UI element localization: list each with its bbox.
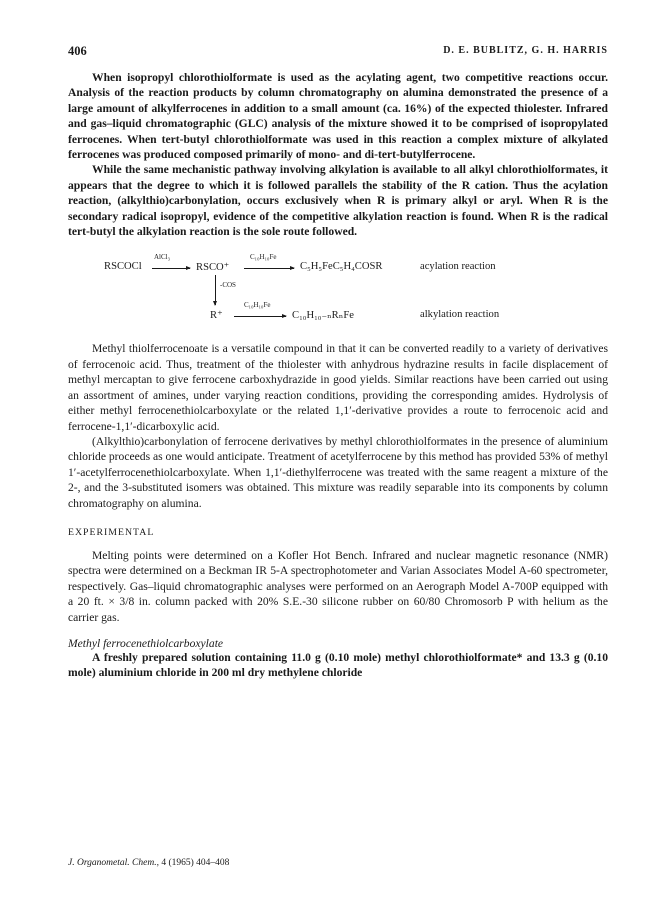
scheme-cation: R⁺ bbox=[210, 310, 223, 322]
journal-volume: 4 (1965) 404–408 bbox=[161, 858, 230, 868]
scheme-arrow-3 bbox=[234, 316, 286, 317]
journal-citation bbox=[68, 858, 229, 868]
paragraph-isopropyl: When isopropyl chlorothiolformate is used as the acylating agent, two competitive reactions occur. Analysis of the reaction products by column chromatography on alumina demonstrated the presence of a large amount of alkylferrocenes in addition to a small amount (ca. 16%) of the expected thiolester. Infrared and gas–liquid chromatographic (GLC) analysis of the mixture showed it to be comprised of isopropylated ferrocenes. When tert-butyl chlorothiolformate was used in this reaction a complex mixture of alkylated ferrocenes was produced composed primarily of mono- and di-tert-butylferrocene. bbox=[68, 71, 608, 162]
scheme-arrow-1 bbox=[152, 268, 190, 269]
scheme-product-thiolester: C₅H₅FeC₅H₄COSR bbox=[300, 261, 383, 273]
paragraph-thiolester: Methyl thiolferrocenoate is a versatile compound in that it can be converted readily to a variety of derivatives of ferrocenoic acid. Thus, treatment of the thiolester with anhydrous hydrazine results in facile displacement of methyl mercaptan to give ferrocene carboxhydrazide in good yields. Similar reactions have been carried out using an assortment of amines, under varying reaction conditions, providing the corresponding amides. Hydrolysis of either methyl ferrocenethiolcarboxylate or the related 1,1′-derivative provides a route to ferrocenoic acid and ferrocene-1,1′-dicarboxylic acid. bbox=[68, 342, 608, 433]
scheme-arrow-2 bbox=[244, 268, 294, 269]
scheme-label-acylation: acylation reaction bbox=[420, 261, 496, 273]
scheme-reagent-ferrocene-1: C₁₀H₁₀Fe bbox=[250, 253, 277, 262]
scheme-intermediate: RSCO⁺ bbox=[196, 262, 230, 274]
scheme-product-alkyl: C₁₀H₁₀₋ₙRₙFe bbox=[292, 310, 354, 322]
scheme-loss-cos: -COS bbox=[220, 281, 236, 290]
paragraph-mechanism: While the same mechanistic pathway involving alkylation is available to all alkyl chlorothiolformates, it appears that the degree to which it is followed parallels the stability of the R cation. Thus the acylation reaction, (alkylthio)carbonylation, occurs exclusively when R is primary alkyl or aryl. When R is the secondary radical isopropyl, evidence of the competitive alkylation reaction is found. When R is the radical tert-butyl the alkylation reaction is the sole route followed. bbox=[68, 163, 608, 239]
article-body bbox=[68, 70, 608, 681]
scheme-arrow-down bbox=[215, 275, 216, 305]
subheading-compound: Methyl ferrocenethiolcarboxylate bbox=[68, 636, 224, 650]
section-experimental: EXPERIMENTAL bbox=[68, 526, 155, 538]
scheme-reactant: RSCOCl bbox=[104, 261, 142, 273]
paragraph-procedure: A freshly prepared solution containing 11.0 g (0.10 mole) methyl chlorothiolformate* and 13.3 g (0.10 mole) aluminium chloride in 200 ml dry methylene chloride bbox=[68, 650, 608, 680]
reaction-scheme bbox=[68, 251, 608, 329]
paragraph-methods: Melting points were determined on a Kofler Hot Bench. Infrared and nuclear magnetic resonance (NMR) spectra were determined on a Beckman IR 5-A spectrophotometer and Varian Associates Model A-60 spectrometer, respectively. Gas–liquid chromatographic analyses were performed on an Aerograph Model A-700P equipped with a 20 ft. × 3/8 in. column packed with 20% S.E.-30 silicone rubber on 60/80 Chromosorb P with helium as the carrier gas. bbox=[68, 548, 608, 624]
journal-name: J. Organometal. Chem., bbox=[68, 858, 159, 868]
page-number: 406 bbox=[68, 44, 87, 58]
scheme-reagent-ferrocene-2: C₁₀H₁₀Fe bbox=[244, 301, 271, 310]
running-authors: D. E. BUBLITZ, G. H. HARRIS bbox=[443, 45, 608, 56]
scheme-label-alkylation: alkylation reaction bbox=[420, 309, 500, 321]
paragraph-derivatives: (Alkylthio)carbonylation of ferrocene derivatives by methyl chlorothiolformates in the presence of aluminium chloride proceeds as one would anticipate. Treatment of acetylferrocene by this method has provided 53% of methyl 1′-acetylferrocenethiolcarboxylate. When 1,1′-diethylferrocene was treated with the same reagent a mixture of the 2-, and the 3-substituted isomers was obtained. This mixture was readily separable into its components by column chromatography on alumina. bbox=[68, 434, 608, 510]
page-header bbox=[68, 44, 608, 60]
scheme-reagent-alcl3: AlCl₃ bbox=[154, 253, 171, 262]
